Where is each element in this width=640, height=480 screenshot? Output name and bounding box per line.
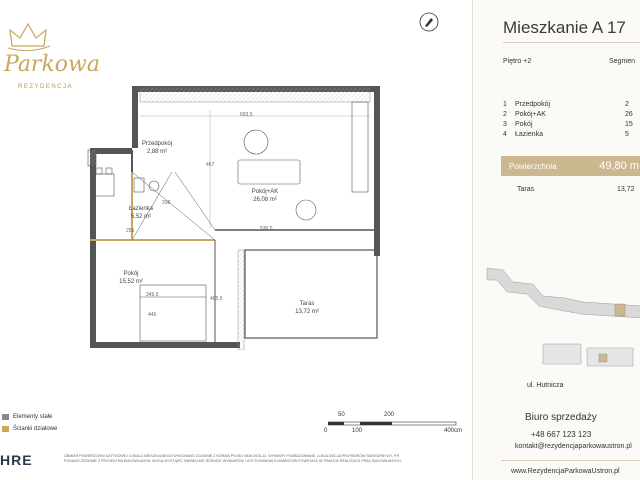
- logo-script: Parkowa: [4, 52, 100, 77]
- compass-icon: [417, 10, 441, 34]
- website-link[interactable]: www.RezydencjaParkowaUstron.pl: [511, 468, 620, 475]
- logo-subtitle: REZYDENCJA: [18, 84, 74, 90]
- legend-item-solid: Elementy stałe: [2, 412, 92, 422]
- room-label-bedroom: Pokój 15,52 m²: [119, 271, 143, 285]
- divider: [501, 460, 640, 461]
- sales-title: Biuro sprzedaży: [525, 412, 597, 423]
- dimension-label: 208: [162, 200, 171, 206]
- highlighted-segment: [615, 304, 625, 316]
- terrace-label: Taras: [517, 186, 535, 193]
- dimension-label: 693,5: [240, 112, 253, 118]
- segment-label: Segmen: [609, 58, 636, 65]
- room-label-living-room: Pokój+AK 26,08 m²: [251, 189, 279, 203]
- scale-bar: 50 200 0 100 400cm: [324, 412, 463, 434]
- sales-phone[interactable]: +48 667 123 123: [531, 430, 592, 439]
- developer-logo: HRE: [0, 452, 33, 468]
- table-row: 2 Pokój+AK 26: [503, 111, 633, 118]
- dimension-label: 349,5: [146, 292, 159, 298]
- legend-swatch-solid: [2, 414, 9, 420]
- dimension-label: 467: [206, 162, 215, 168]
- disclaimer: OBMIAR POWIERZCHNI UŻYTKOWEJ LOKALU MIESZKALNEGO WYKONANO ZGODNIE Z NORMĄ PN-ISO 9836:2015-12. WYMIARY PODBUDOWANE, LOKALIZACJA PRZYBORÓW SANITARNYCH, P.P. PODANO ZGODNIE Z PROJEKTEM BUDOWLANYM. MOGĄ WYSTĄPIĆ NIEWIELKIE RÓŻNICE WYMIARÓW I USYTUOWANIA ELEMENTÓW POWSTAŁE W TRAKCIE REALIZACJI PRAC BUDOWLANYCH.: [64, 454, 402, 463]
- floor-label: Piętro +2: [503, 58, 532, 65]
- location-map: [483, 262, 640, 382]
- sales-email[interactable]: kontakt@rezydencjaparkowaustron.pl: [515, 443, 632, 450]
- info-panel: [472, 0, 640, 480]
- room-label-bathroom: Łazienka 5,52 m²: [128, 206, 154, 220]
- table-row: 1 Przedpokój 2: [503, 101, 629, 108]
- apartment-title: Mieszkanie A 17: [503, 18, 626, 37]
- room-label-hallway: Przedpokój 2,88 m²: [141, 141, 173, 155]
- legend-item-partition: Ścianki działowe: [2, 424, 92, 434]
- legend: [2, 412, 92, 434]
- table-row: 3 Pokój 15: [503, 121, 633, 128]
- street-label: ul. Hutnicza: [527, 382, 564, 389]
- dimension-label: 530,5: [260, 226, 273, 232]
- terrace-value: 13,72: [617, 186, 635, 193]
- dimension-label: 255: [126, 228, 135, 234]
- dimension-label: 446: [148, 312, 157, 318]
- divider: [503, 42, 640, 43]
- table-row: 4 Łazienka 5: [503, 131, 629, 138]
- legend-swatch-partition: [2, 426, 9, 432]
- total-area-bar: Powierzchnia 49,80 m: [501, 156, 640, 176]
- rooms-table: [503, 100, 640, 140]
- dimension-label: 485,5: [210, 296, 223, 302]
- room-label-terrace: Taras 13,72 m²: [295, 301, 319, 315]
